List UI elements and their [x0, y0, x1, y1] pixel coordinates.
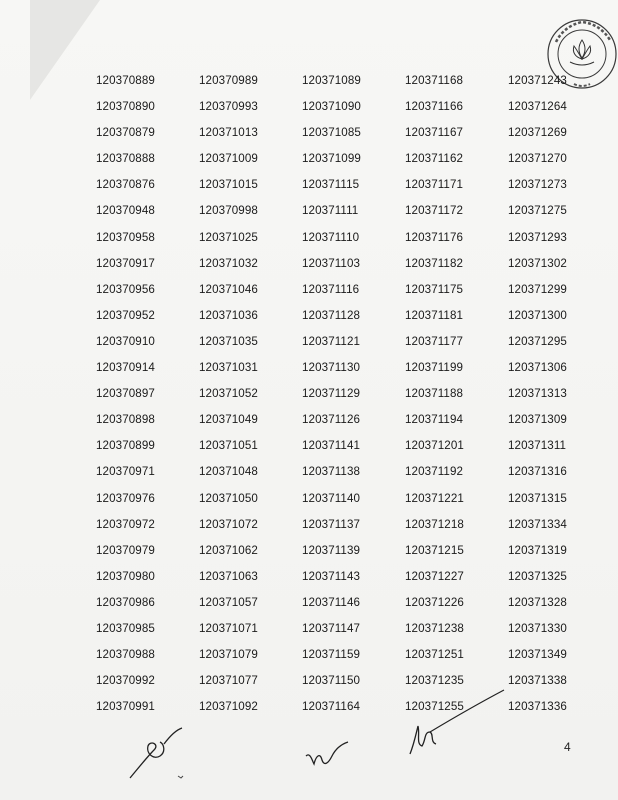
id-number-cell: 120370985 — [96, 621, 155, 635]
id-number-cell: 120371328 — [508, 595, 567, 609]
id-number-cell: 120371051 — [199, 439, 258, 453]
id-number-cell: 120371319 — [508, 543, 567, 557]
id-number-cell: 120370956 — [96, 282, 155, 296]
id-number-cell: 120370914 — [96, 361, 155, 375]
id-number-cell: 120371299 — [508, 282, 567, 296]
id-number-cell: 120371194 — [405, 413, 464, 427]
id-number-cell: 120371077 — [199, 674, 258, 688]
page-number: 4 — [564, 740, 571, 754]
id-number-cell: 120370917 — [96, 256, 155, 270]
id-number-cell: 120371172 — [405, 204, 464, 218]
id-number-cell: 120371103 — [302, 256, 361, 270]
id-number-cell: 120371049 — [199, 413, 258, 427]
id-number-cell: 120371330 — [508, 621, 567, 635]
id-number-cell: 120371025 — [199, 230, 258, 244]
id-number-cell: 120371311 — [508, 439, 567, 453]
id-number-cell: 120370890 — [96, 100, 155, 114]
id-number-cell: 120370889 — [96, 74, 155, 87]
id-number-cell: 120371092 — [199, 700, 258, 714]
id-number-cell: 120371009 — [199, 152, 258, 166]
id-number-cell: 120371146 — [302, 595, 361, 609]
id-number-cell: 120371062 — [199, 543, 258, 557]
id-number-cell: 120370989 — [199, 74, 258, 87]
id-number-cell: 120371115 — [302, 178, 360, 192]
id-number-cell: 120371181 — [405, 308, 464, 322]
id-number-cell: 120371295 — [508, 334, 567, 348]
id-number-cell: 120371031 — [199, 361, 258, 375]
id-number-cell: 120371218 — [405, 517, 464, 531]
id-number-cell: 120371235 — [405, 674, 464, 688]
id-number-cell: 120371150 — [302, 674, 361, 688]
id-number-cell: 120370876 — [96, 178, 155, 192]
id-number-cell: 120371138 — [302, 465, 361, 479]
id-number-cell: 120371334 — [508, 517, 567, 531]
id-number-cell: 120371139 — [302, 543, 361, 557]
id-number-cell: 120371182 — [405, 256, 464, 270]
id-number-cell: 120371255 — [405, 700, 464, 714]
id-number-cell: 120371164 — [302, 700, 361, 714]
id-number-cell: 120371177 — [405, 334, 464, 348]
id-number-cell: 120371048 — [199, 465, 258, 479]
id-number-cell: 120370888 — [96, 152, 155, 166]
id-number-cell: 120371141 — [302, 439, 361, 453]
signature-1-icon — [120, 716, 200, 786]
id-number-cell: 120370948 — [96, 204, 155, 218]
id-number-cell: 120371336 — [508, 700, 567, 714]
id-number-cell: 120370991 — [96, 700, 155, 714]
id-number-cell: 120371079 — [199, 648, 258, 662]
id-number-cell: 120371050 — [199, 491, 258, 505]
id-number-cell: 120371325 — [508, 569, 567, 583]
id-number-cell: 120371036 — [199, 308, 258, 322]
id-number-cell: 120370992 — [96, 674, 155, 688]
id-number-cell: 120371273 — [508, 178, 567, 192]
id-number-cell: 120371269 — [508, 126, 567, 140]
id-number-cell: 120371015 — [199, 178, 258, 192]
id-number-cell: 120371137 — [302, 517, 361, 531]
id-number-cell: 120371167 — [405, 126, 464, 140]
id-number-cell: 120371147 — [302, 621, 361, 635]
id-number-cell: 120371129 — [302, 387, 361, 401]
id-number-cell: 120371201 — [405, 439, 464, 453]
id-number-cell: 120370976 — [96, 491, 155, 505]
id-number-cell: 120371116 — [302, 282, 360, 296]
id-number-cell: 120370980 — [96, 569, 155, 583]
id-number-cell: 120371063 — [199, 569, 258, 583]
id-number-cell: 120371349 — [508, 648, 567, 662]
id-number-cell: 120371293 — [508, 230, 567, 244]
id-number-cell: 120371121 — [302, 334, 361, 348]
id-number-cell: 120371199 — [405, 361, 464, 375]
id-number-cell: 120370879 — [96, 126, 155, 140]
id-number-grid — [96, 68, 611, 720]
id-number-cell: 120371130 — [302, 361, 361, 375]
id-number-cell: 120371306 — [508, 361, 567, 375]
signature-2-icon — [300, 738, 360, 778]
id-number-cell: 120371090 — [302, 100, 361, 114]
id-number-cell: 120371052 — [199, 387, 258, 401]
signature-3-icon — [400, 684, 510, 764]
id-number-cell: 120370971 — [96, 465, 155, 479]
id-number-cell: 120370993 — [199, 100, 258, 114]
id-number-cell: 120371013 — [199, 126, 258, 140]
id-number-cell: 120371188 — [405, 387, 464, 401]
id-number-cell: 120371270 — [508, 152, 567, 166]
id-number-cell: 120371221 — [405, 491, 464, 505]
id-number-cell: 120370972 — [96, 517, 155, 531]
id-number-cell: 120371168 — [405, 74, 464, 87]
id-number-cell: 120371099 — [302, 152, 361, 166]
id-number-cell: 120371171 — [405, 178, 464, 192]
id-number-cell: 120371309 — [508, 413, 567, 427]
id-number-cell: 120371032 — [199, 256, 258, 270]
id-number-cell: 120371238 — [405, 621, 464, 635]
id-number-cell: 120371338 — [508, 674, 567, 688]
id-number-cell: 120370986 — [96, 595, 155, 609]
id-number-cell: 120371226 — [405, 595, 464, 609]
id-number-cell: 120371111 — [302, 204, 359, 218]
id-number-cell: 120371215 — [405, 543, 464, 557]
id-number-cell: 120371316 — [508, 465, 567, 479]
id-number-cell: 120371302 — [508, 256, 567, 270]
id-number-cell: 120370988 — [96, 648, 155, 662]
id-number-cell: 120371300 — [508, 308, 567, 322]
id-number-cell: 120370952 — [96, 308, 155, 322]
id-number-cell: 120371159 — [302, 648, 361, 662]
id-number-cell: 120371227 — [405, 569, 464, 583]
id-number-cell: 120371315 — [508, 491, 567, 505]
id-number-cell: 120370979 — [96, 543, 155, 557]
id-number-cell: 120370898 — [96, 413, 155, 427]
id-number-cell: 120371110 — [302, 230, 360, 244]
id-number-cell: 120371126 — [302, 413, 361, 427]
id-number-cell: 120371175 — [405, 282, 464, 296]
id-number-cell: 120370998 — [199, 204, 258, 218]
id-number-cell: 120371162 — [405, 152, 464, 166]
id-number-cell: 120371243 — [508, 74, 567, 87]
id-number-cell: 120371166 — [405, 100, 464, 114]
id-number-cell: 120371072 — [199, 517, 258, 531]
id-number-cell: 120371251 — [405, 648, 464, 662]
id-number-cell: 120371192 — [405, 465, 464, 479]
id-number-cell: 120371313 — [508, 387, 567, 401]
id-number-cell: 120371046 — [199, 282, 258, 296]
id-number-cell: 120370910 — [96, 334, 155, 348]
id-number-cell: 120371176 — [405, 230, 464, 244]
id-number-cell: 120371089 — [302, 74, 361, 87]
id-number-cell: 120370899 — [96, 439, 155, 453]
id-number-cell: 120370958 — [96, 230, 155, 244]
id-number-cell: 120371128 — [302, 308, 361, 322]
id-number-cell: 120371275 — [508, 204, 567, 218]
folded-corner-shadow — [30, 0, 100, 100]
id-number-cell: 120371035 — [199, 334, 258, 348]
id-number-cell: 120371143 — [302, 569, 361, 583]
id-number-cell: 120370897 — [96, 387, 155, 401]
id-number-cell: 120371071 — [199, 621, 258, 635]
id-number-cell: 120371140 — [302, 491, 361, 505]
id-number-cell: 120371085 — [302, 126, 361, 140]
id-number-cell: 120371057 — [199, 595, 258, 609]
id-number-cell: 120371264 — [508, 100, 567, 114]
